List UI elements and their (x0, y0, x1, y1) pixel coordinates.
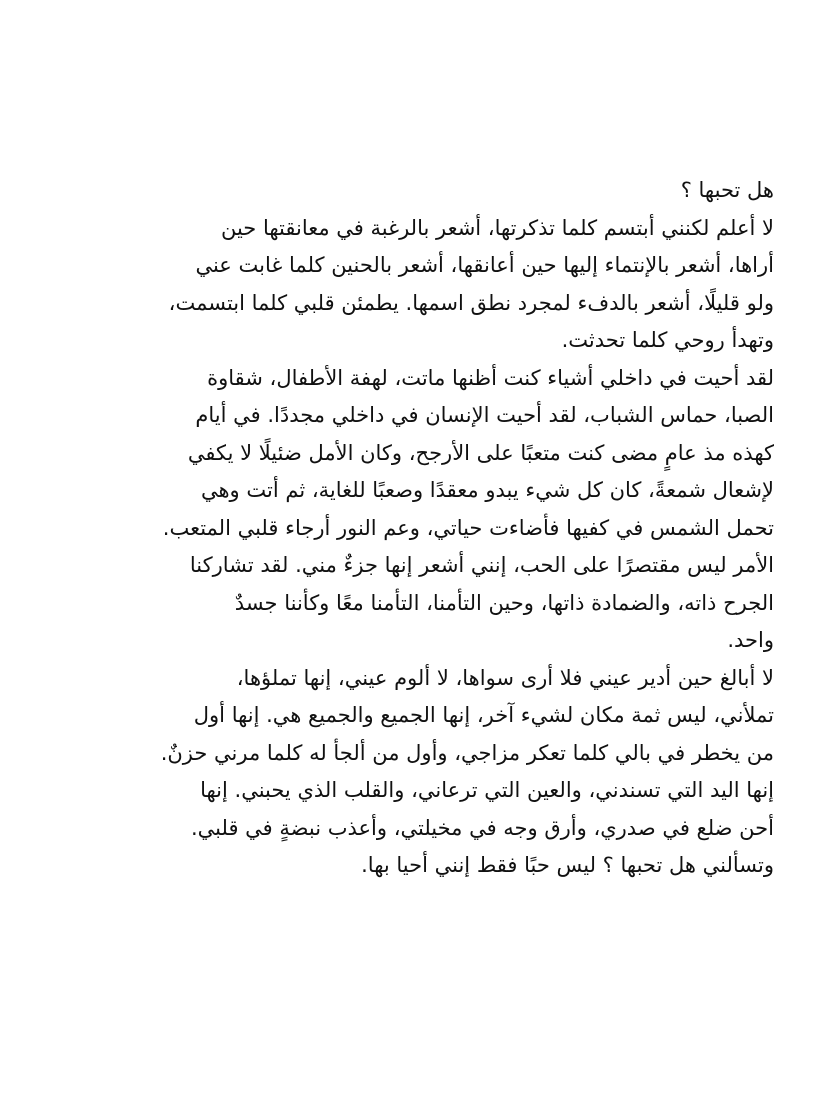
text-line: ولو قليلًا، أشعر بالدفء لمجرد نطق اسمها. يطمئن قلبي كلما ابتسمت، (168, 290, 774, 315)
text-line: تحمل الشمس في كفيها فأضاءت حياتي، وعم النور أرجاء قلبي المتعب. (162, 515, 774, 540)
text-line: وتهدأ روحي كلما تحدثت. (561, 328, 774, 352)
text-line: الصبا، حماس الشباب، لقد أحيت الإنسان في داخلي مجددًا. في أيام (195, 403, 774, 427)
text-line: إنها اليد التي تسندني، والعين التي ترعاني، والقلب الذي يحبني. إنها (200, 778, 774, 802)
text-line: الأمر ليس مقتصرًا على الحب، إنني أشعر إنها جزءٌ مني. لقد تشاركنا (189, 553, 774, 577)
text-line: لا أبالغ حين أدير عيني فلا أرى سواها، لا ألوم عيني، إنها تملؤها، (236, 665, 774, 690)
text-line: أحن ضلع في صدري، وأرق وجه في مخيلتي، وأعذب نبضةٍ في قلبي. (191, 815, 774, 840)
text-line: وتسألني هل تحبها ؟ ليس حبًا فقط إنني أحيا بها. (361, 853, 774, 877)
text-line: أراها، أشعر بالإنتماء إليها حين أعانقها، أشعر بالحنين كلما غابت عني (195, 253, 774, 277)
text-line: كهذه مذ عامٍ مضى كنت متعبًا على الأرجح، وكان الأمل ضئيلًا لا يكفي (187, 440, 774, 465)
text-line: واحد. (727, 628, 774, 652)
document-title: هل تحبها ؟ (680, 178, 774, 202)
text-line: الجرح ذاته، والضمادة ذاتها، وحين التأمنا، التأمنا معًا وكأننا جسدٌ (234, 590, 774, 615)
text-line: تملأني، ليس ثمة مكان لشيء آخر، إنها الجميع والجميع هي. إنها أول (193, 703, 774, 727)
text-line: لقد أحيت في داخلي أشياء كنت أظنها ماتت، لهفة الأطفال، شقاوة (207, 365, 774, 390)
document-body (70, 170, 774, 885)
text-line: لا أعلم لكنني أبتسم كلما تذكرتها، أشعر بالرغبة في معانقتها حين (220, 215, 774, 240)
text-line: من يخطر في بالي كلما تعكر مزاجي، وأول من ألجأ له كلما مرني حزنٌ. (160, 740, 774, 765)
text-line: لإشعال شمعةً، كان كل شيء يبدو معقدًا وصعبًا للغاية، ثم أتت وهي (200, 478, 774, 502)
